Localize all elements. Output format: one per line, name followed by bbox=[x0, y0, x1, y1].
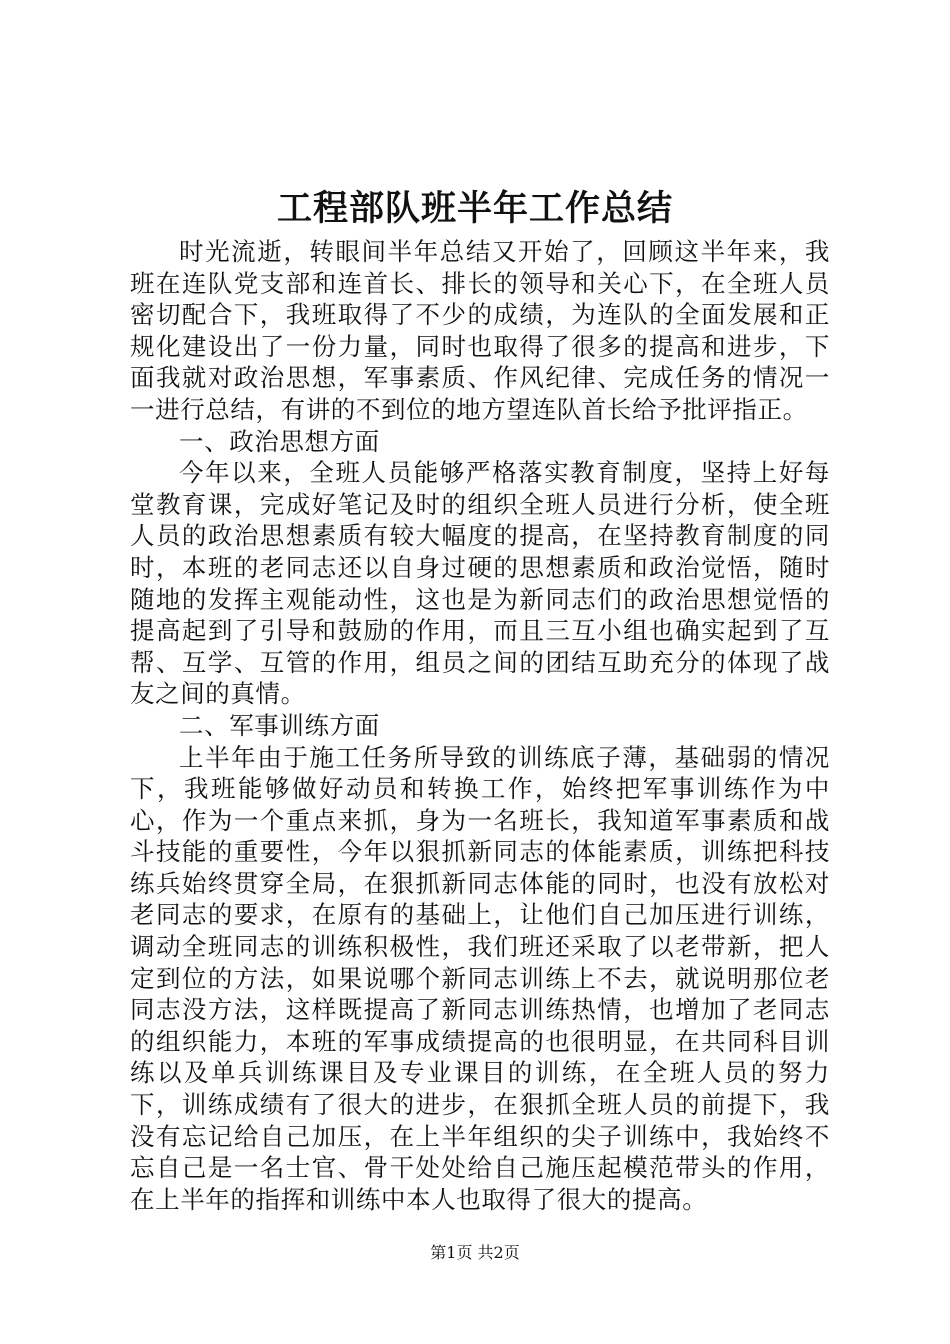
paragraph-intro: 时光流逝，转眼间半年总结又开始了，回顾这半年来，我班在连队党支部和连首长、排长的领导和关心下，在全班人员密切配合下，我班取得了不少的成绩，为连队的全面发展和正规化建设出了一份力量，同时也取得了很多的提高和进步，下面我就对政治思想，军事素质、作风纪律、完成任务的情况一一进行总结，有讲的不到位的地方望连队首长给予批评指正。 bbox=[130, 237, 830, 424]
section-heading-political: 一、政治思想方面 bbox=[179, 426, 380, 456]
paragraph-political: 今年以来，全班人员能够严格落实教育制度，坚持上好每堂教育课，完成好笔记及时的组织全班人员进行分析，使全班人员的政治思想素质有较大幅度的提高，在坚持教育制度的同时，本班的老同志还以自身过硬的思想素质和政治觉悟，随时随地的发挥主观能动性，这也是为新同志们的政治思想觉悟的提高起到了引导和鼓励的作用，而且三互小组也确实起到了互帮、互学、互管的作用，组员之间的团结互助充分的体现了战友之间的真情。 bbox=[130, 458, 830, 709]
page-footer: 第1页 共2页 bbox=[430, 1243, 520, 1262]
paragraph-military: 上半年由于施工任务所导致的训练底子薄，基础弱的情况下，我班能够做好动员和转换工作，始终把军事训练作为中心，作为一个重点来抓，身为一名班长，我知道军事素质和战斗技能的重要性，今年以狠抓新同志的体能素质，训练把科技练兵始终贯穿全局，在狠抓新同志体能的同时，也没有放松对老同志的要求，在原有的基础上，让他们自己加压进行训练，调动全班同志的训练积极性，我们班还采取了以老带新，把人定到位的方法，如果说哪个新同志训练上不去，就说明那位老同志没方法，这样既提高了新同志训练热情，也增加了老同志的组织能力，本班的军事成绩提高的也很明显，在共同科目训练以及单兵训练课目及专业课目的训练，在全班人员的努力下，训练成绩有了很大的进步，在狠抓全班人员的前提下，我没有忘记给自己加压，在上半年组织的尖子训练中，我始终不忘自己是一名士官、骨干处处给自己施压起模范带头的作用，在上半年的指挥和训练中本人也取得了很大的提高。 bbox=[130, 742, 830, 1214]
document-title: 工程部队班半年工作总结 bbox=[276, 188, 673, 229]
document-body bbox=[130, 236, 830, 1215]
section-heading-military: 二、军事训练方面 bbox=[179, 710, 380, 740]
